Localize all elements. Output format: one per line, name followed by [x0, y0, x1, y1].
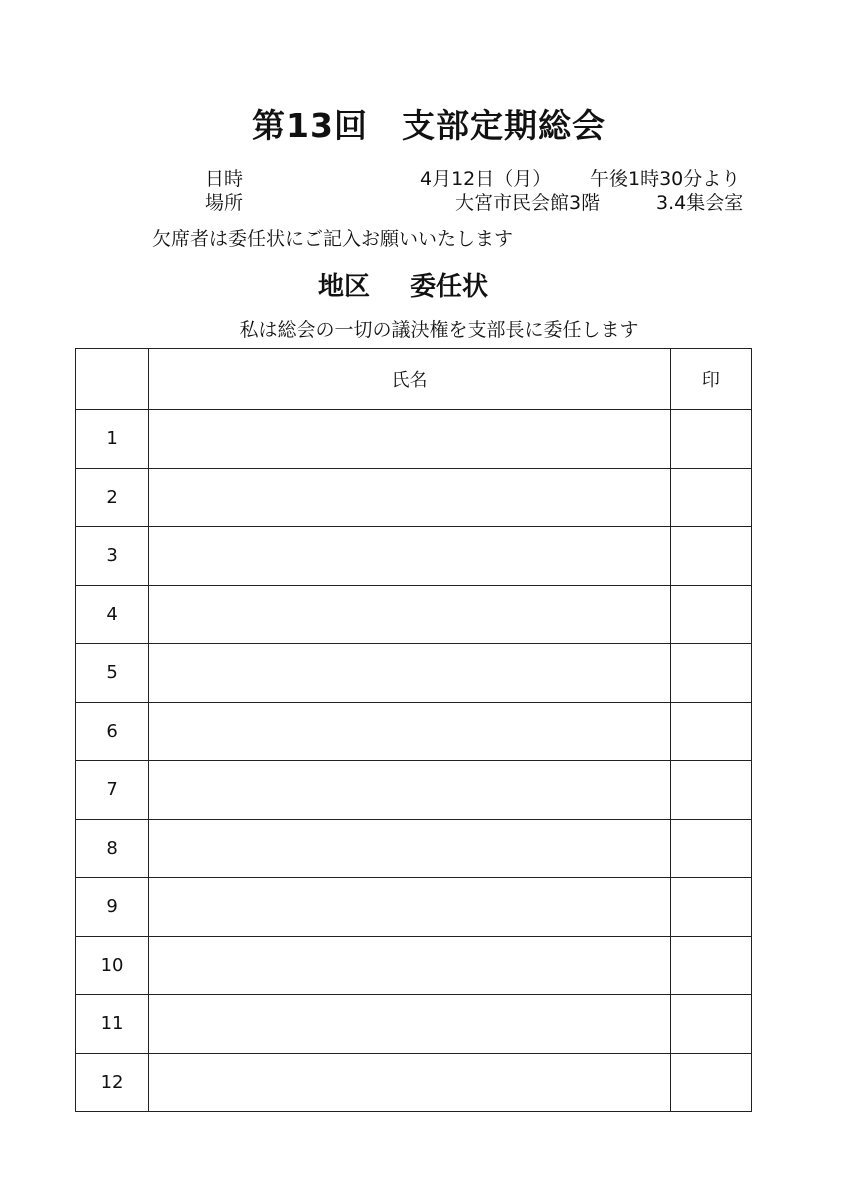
name-cell[interactable] — [149, 527, 671, 586]
row-number: 2 — [76, 468, 149, 527]
seal-cell[interactable] — [670, 468, 751, 527]
table-row — [76, 936, 752, 995]
name-column-header: 氏名 — [149, 349, 671, 410]
table-row — [76, 819, 752, 878]
table-row — [76, 527, 752, 586]
table-row — [76, 702, 752, 761]
place-label: 場所 — [205, 192, 244, 214]
name-cell[interactable] — [149, 468, 671, 527]
proxy-statement: 私は総会の一切の議決権を支部長に委任します — [239, 319, 639, 341]
table-row — [76, 644, 752, 703]
row-number: 12 — [76, 1053, 149, 1112]
name-cell[interactable] — [149, 585, 671, 644]
seal-cell[interactable] — [670, 410, 751, 469]
row-number: 6 — [76, 702, 149, 761]
proxy-table — [75, 348, 752, 1112]
name-cell[interactable] — [149, 878, 671, 937]
table-row — [76, 468, 752, 527]
name-cell[interactable] — [149, 1053, 671, 1112]
form-subtitle — [318, 266, 488, 303]
name-cell[interactable] — [149, 761, 671, 820]
seal-cell[interactable] — [670, 585, 751, 644]
district-label: 地区 — [318, 272, 371, 302]
row-number: 9 — [76, 878, 149, 937]
seal-cell[interactable] — [670, 819, 751, 878]
proxy-label: 委任状 — [410, 272, 489, 302]
seal-cell[interactable] — [670, 878, 751, 937]
row-number: 11 — [76, 995, 149, 1054]
room-value: 3.4集会室 — [656, 192, 744, 214]
row-number: 1 — [76, 410, 149, 469]
row-number: 7 — [76, 761, 149, 820]
document-title: 第13回 支部定期総会 — [252, 106, 606, 145]
row-number: 10 — [76, 936, 149, 995]
seal-cell[interactable] — [670, 702, 751, 761]
name-cell[interactable] — [149, 644, 671, 703]
absence-notice: 欠席者は委任状にご記入お願いいたします — [152, 228, 514, 250]
row-number: 3 — [76, 527, 149, 586]
seal-cell[interactable] — [670, 527, 751, 586]
date-value: 4月12日（月） — [420, 168, 552, 190]
row-number: 8 — [76, 819, 149, 878]
name-cell[interactable] — [149, 995, 671, 1054]
row-number: 5 — [76, 644, 149, 703]
time-value: 午後1時30分より — [590, 168, 741, 190]
seal-cell[interactable] — [670, 936, 751, 995]
name-cell[interactable] — [149, 702, 671, 761]
name-cell[interactable] — [149, 819, 671, 878]
table-row — [76, 995, 752, 1054]
table-row — [76, 585, 752, 644]
table-row — [76, 1053, 752, 1112]
table-row — [76, 878, 752, 937]
table-body — [76, 410, 752, 1112]
table-row — [76, 761, 752, 820]
table-row — [76, 410, 752, 469]
name-cell[interactable] — [149, 410, 671, 469]
name-cell[interactable] — [149, 936, 671, 995]
row-number: 4 — [76, 585, 149, 644]
seal-cell[interactable] — [670, 995, 751, 1054]
datetime-label: 日時 — [205, 168, 244, 190]
venue-value: 大宮市民会館3階 — [455, 192, 601, 214]
number-column-header — [76, 349, 149, 410]
seal-cell[interactable] — [670, 761, 751, 820]
seal-column-header: 印 — [670, 349, 751, 410]
table-header-row — [76, 349, 752, 410]
seal-cell[interactable] — [670, 1053, 751, 1112]
seal-cell[interactable] — [670, 644, 751, 703]
